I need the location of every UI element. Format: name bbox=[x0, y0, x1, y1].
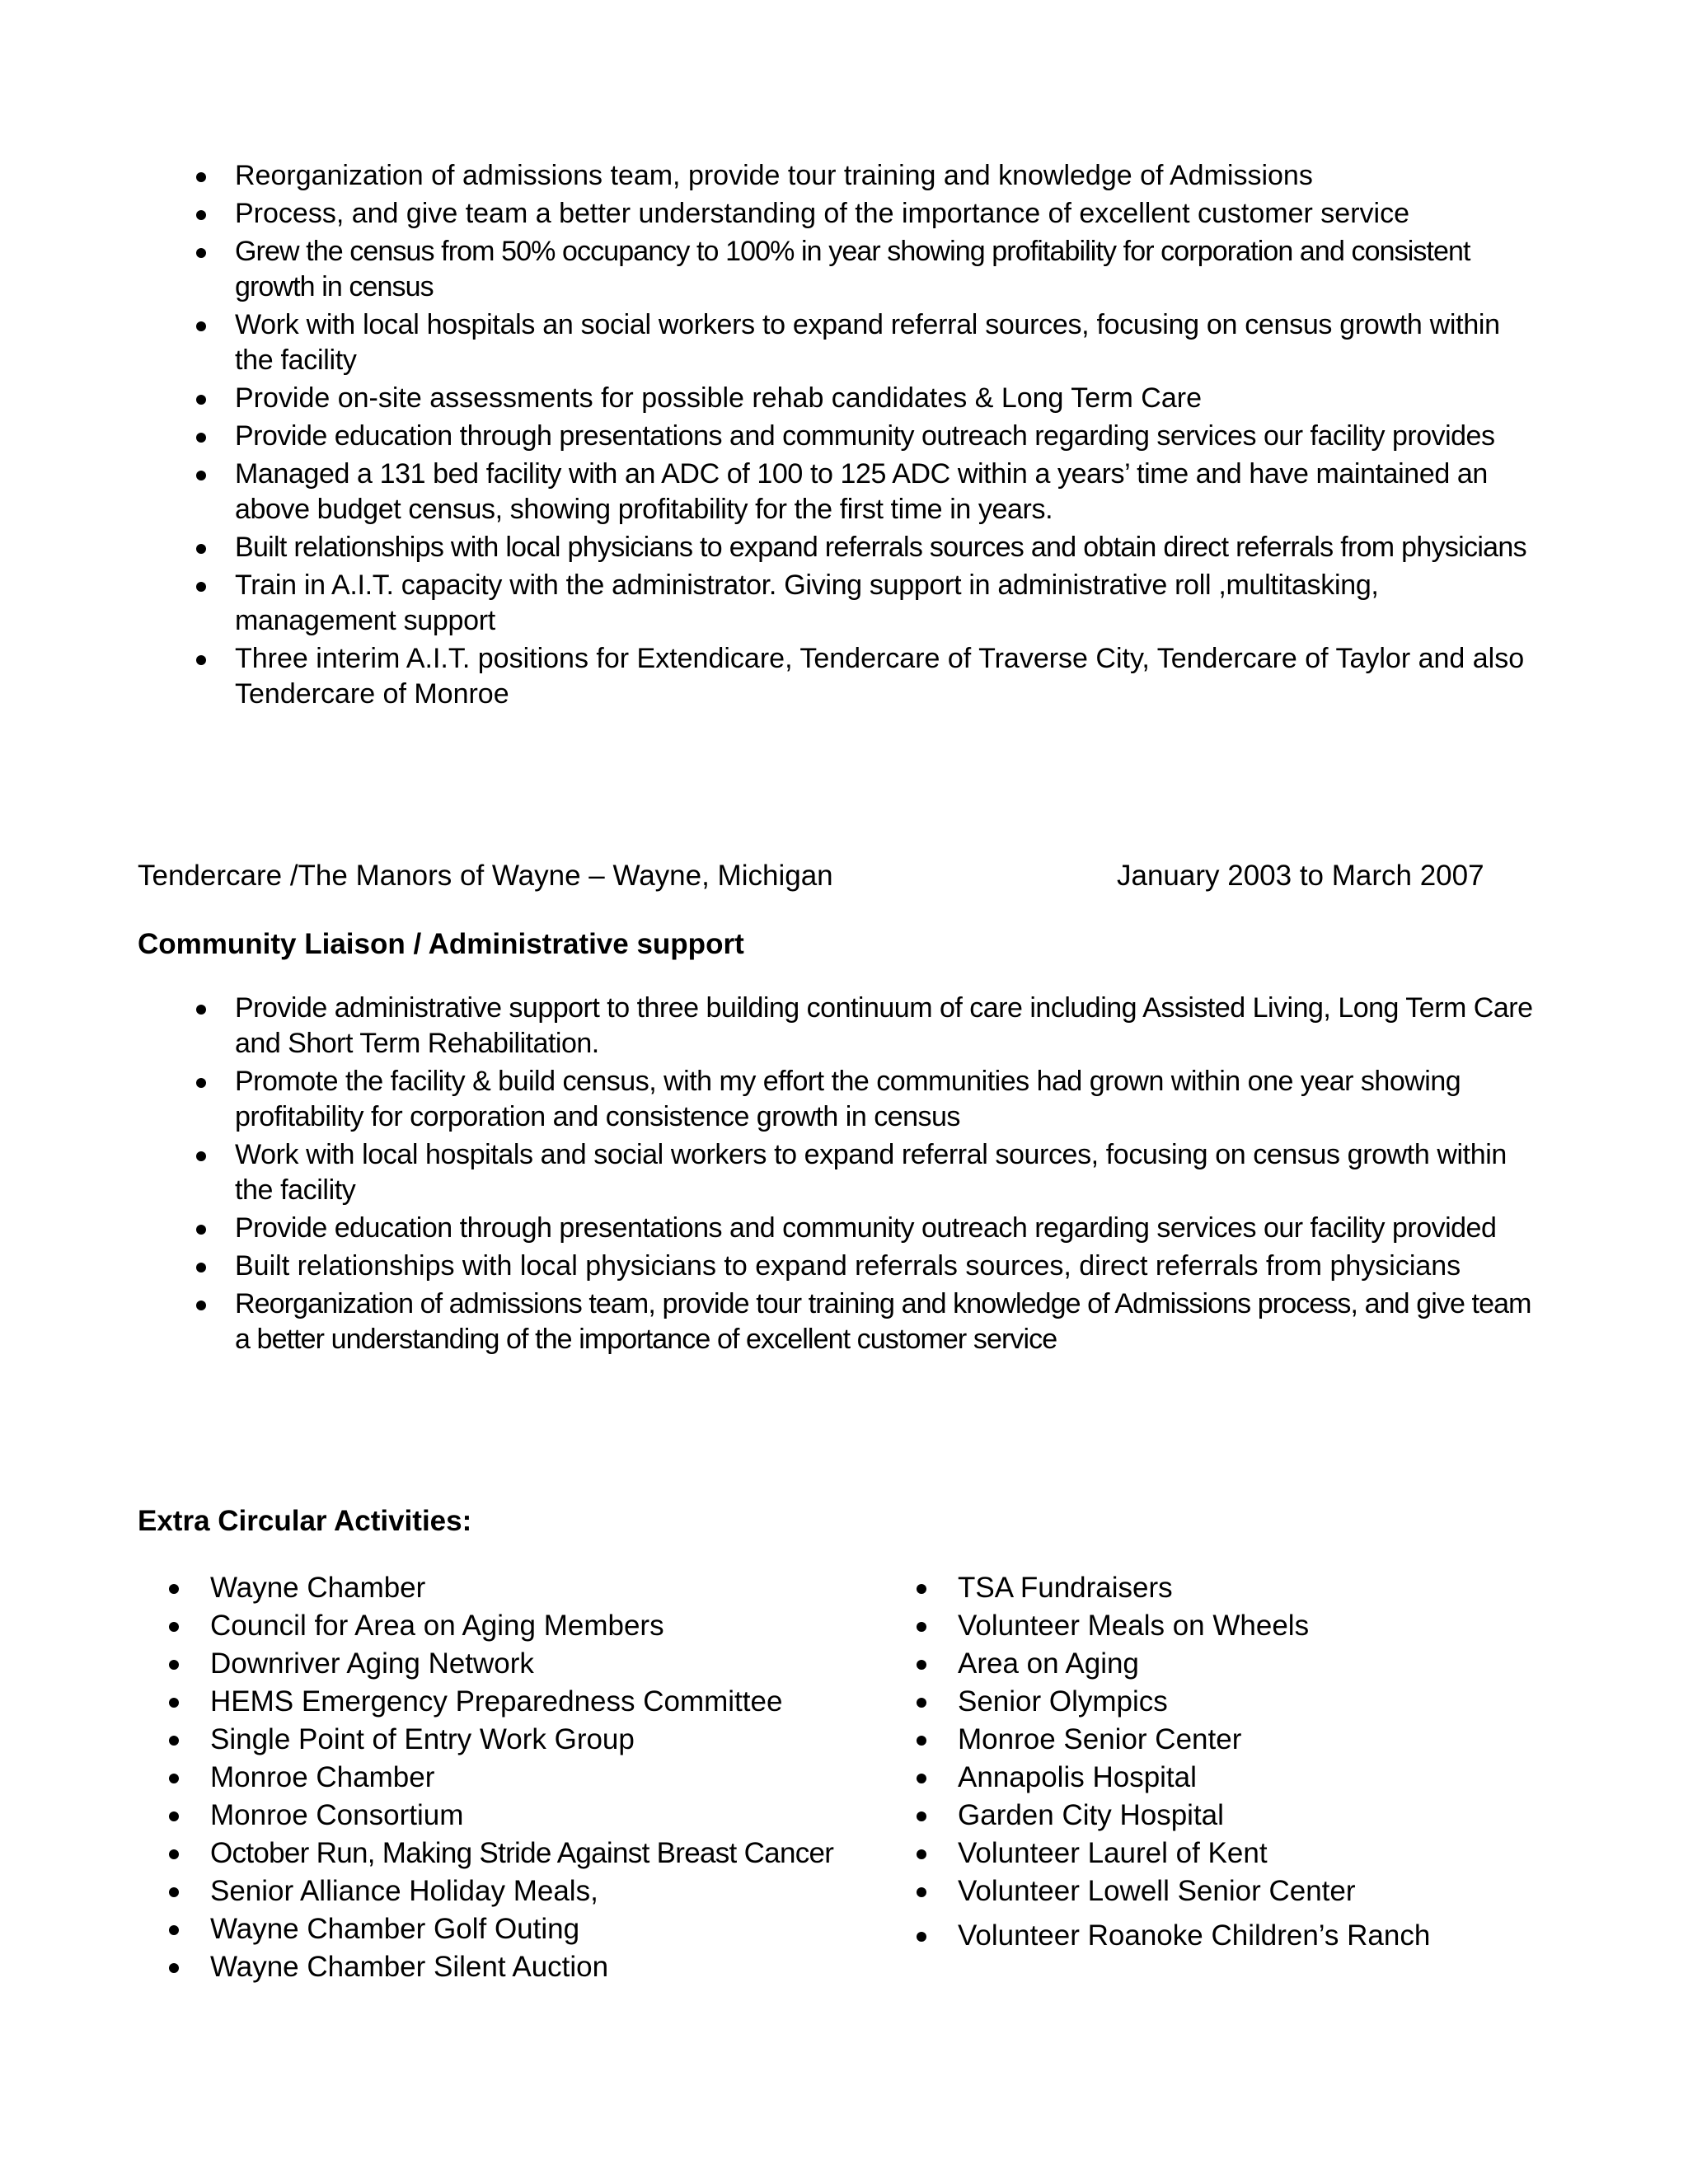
list-item-text: Council for Area on Aging Members bbox=[210, 1610, 664, 1642]
bullet-icon bbox=[196, 1078, 206, 1088]
bullet-icon bbox=[917, 1887, 926, 1897]
list-item bbox=[235, 419, 1537, 454]
bullet-icon bbox=[169, 1963, 179, 1973]
list-item-text: Monroe Chamber bbox=[210, 1761, 435, 1793]
list-item-text: Senior Alliance Holiday Meals, bbox=[210, 1875, 598, 1907]
list-item-text: Promote the facility & build census, with my effort the communities had grown within one year showing profitability for corporation and consistence growth in census bbox=[235, 1066, 1461, 1132]
job-title: Community Liaison / Administrative support bbox=[138, 928, 744, 960]
list-item-text: Wayne Chamber Golf Outing bbox=[210, 1913, 580, 1945]
bullet-icon bbox=[169, 1774, 179, 1783]
extra-activities-right-list bbox=[958, 1569, 1617, 1955]
list-item-text: Work with local hospitals an social workers to expand referral sources, focusing on census growth within the facility bbox=[235, 309, 1500, 376]
list-item-text: Single Point of Entry Work Group bbox=[210, 1723, 635, 1755]
bullet-icon bbox=[917, 1932, 926, 1942]
bullet-icon bbox=[196, 210, 206, 220]
bullet-icon bbox=[917, 1584, 926, 1594]
top-bullet-list bbox=[235, 158, 1537, 715]
list-item-text: Garden City Hospital bbox=[958, 1799, 1224, 1831]
list-item bbox=[958, 1645, 1617, 1683]
employment-dates: January 2003 to March 2007 bbox=[1117, 860, 1484, 892]
list-item-text: Wayne Chamber Silent Auction bbox=[210, 1951, 609, 1983]
list-item-text: Train in A.I.T. capacity with the administrator. Giving support in administrative roll ,multitasking, management support bbox=[235, 569, 1379, 636]
bullet-icon bbox=[917, 1736, 926, 1746]
list-item bbox=[210, 1683, 870, 1721]
bullet-icon bbox=[196, 321, 206, 331]
list-item-text: Downriver Aging Network bbox=[210, 1647, 534, 1680]
list-item-text: Volunteer Laurel of Kent bbox=[958, 1837, 1268, 1869]
list-item-text: Monroe Consortium bbox=[210, 1799, 464, 1831]
bullet-icon bbox=[917, 1774, 926, 1783]
list-item bbox=[210, 1569, 870, 1607]
list-item bbox=[210, 1607, 870, 1645]
list-item-text: Volunteer Meals on Wheels bbox=[958, 1610, 1310, 1642]
bullet-icon bbox=[196, 1005, 206, 1015]
list-item-text: Provide administrative support to three building continuum of care including Assisted Living, Long Term Care and Short Term Rehabilitation. bbox=[235, 992, 1533, 1059]
list-item-text: Grew the census from 50% occupancy to 100% in year showing profitability for corporation and consistent growth in census bbox=[235, 236, 1470, 302]
bullet-icon bbox=[169, 1698, 179, 1708]
bullet-icon bbox=[196, 1263, 206, 1272]
bullet-icon bbox=[917, 1849, 926, 1859]
bullet-icon bbox=[169, 1887, 179, 1897]
bullet-icon bbox=[169, 1736, 179, 1746]
list-item-text: Built relationships with local physicians to expand referrals sources, direct referrals from physicians bbox=[235, 1250, 1461, 1282]
list-item bbox=[210, 1797, 870, 1835]
extra-activities-left-list bbox=[210, 1569, 870, 1986]
list-item bbox=[958, 1569, 1617, 1607]
employer-line bbox=[138, 857, 1539, 895]
bullet-icon bbox=[196, 433, 206, 443]
list-item bbox=[235, 530, 1537, 565]
list-item-text: TSA Fundraisers bbox=[958, 1572, 1173, 1604]
list-item bbox=[958, 1607, 1617, 1645]
list-item bbox=[958, 1797, 1617, 1835]
bullet-icon bbox=[196, 172, 206, 182]
list-item bbox=[958, 1721, 1617, 1759]
list-item bbox=[235, 457, 1537, 527]
list-item bbox=[958, 1759, 1617, 1797]
bullet-icon bbox=[196, 471, 206, 480]
bullet-icon bbox=[169, 1811, 179, 1821]
bullet-icon bbox=[196, 544, 206, 554]
list-item-text: Reorganization of admissions team, provide tour training and knowledge of Admissions bbox=[235, 160, 1313, 191]
list-item bbox=[958, 1917, 1617, 1955]
list-item bbox=[235, 234, 1537, 305]
list-item-text: Reorganization of admissions team, provide tour training and knowledge of Admissions process, and give team a better understanding of the importance of excellent customer service bbox=[235, 1288, 1531, 1355]
list-item-text: Monroe Senior Center bbox=[958, 1723, 1242, 1755]
list-item bbox=[958, 1872, 1617, 1910]
list-item bbox=[235, 641, 1537, 712]
list-item bbox=[210, 1948, 870, 1986]
list-item-text: HEMS Emergency Preparedness Committee bbox=[210, 1685, 783, 1718]
list-item-text: Senior Olympics bbox=[958, 1685, 1168, 1718]
bullet-icon bbox=[169, 1584, 179, 1594]
list-item bbox=[235, 1286, 1537, 1357]
list-item bbox=[210, 1721, 870, 1759]
list-item bbox=[210, 1835, 870, 1872]
list-item bbox=[235, 1249, 1537, 1284]
list-item bbox=[235, 1137, 1537, 1208]
bullet-icon bbox=[196, 248, 206, 258]
list-item-text: Provide education through presentations and community outreach regarding services our facility provided bbox=[235, 1212, 1497, 1244]
list-item-text: Three interim A.I.T. positions for Extendicare, Tendercare of Traverse City, Tendercare of Taylor and also Tendercare of Monroe bbox=[235, 643, 1525, 710]
bullet-icon bbox=[196, 1301, 206, 1310]
list-item-text: Process, and give team a better understanding of the importance of excellent customer service bbox=[235, 198, 1409, 229]
list-item-text: October Run, Making Stride Against Breast Cancer bbox=[210, 1837, 834, 1869]
list-item bbox=[235, 1064, 1537, 1135]
bullet-icon bbox=[169, 1622, 179, 1632]
list-item bbox=[235, 307, 1537, 378]
list-item bbox=[210, 1872, 870, 1910]
list-item bbox=[235, 158, 1537, 194]
list-item bbox=[958, 1683, 1617, 1721]
list-item bbox=[210, 1645, 870, 1683]
employer-name: Tendercare /The Manors of Wayne – Wayne, Michigan bbox=[138, 860, 833, 892]
bullet-icon bbox=[196, 395, 206, 405]
bullet-icon bbox=[196, 655, 206, 665]
bullet-icon bbox=[917, 1622, 926, 1632]
list-item-text: Annapolis Hospital bbox=[958, 1761, 1197, 1793]
list-item bbox=[210, 1759, 870, 1797]
list-item bbox=[958, 1835, 1617, 1872]
job-bullet-list bbox=[235, 991, 1537, 1360]
bullet-icon bbox=[917, 1660, 926, 1670]
list-item bbox=[235, 381, 1537, 416]
bullet-icon bbox=[196, 1225, 206, 1235]
list-item bbox=[235, 1211, 1537, 1246]
bullet-icon bbox=[917, 1811, 926, 1821]
extra-activities-heading: Extra Circular Activities: bbox=[138, 1505, 472, 1537]
bullet-icon bbox=[917, 1698, 926, 1708]
bullet-icon bbox=[169, 1925, 179, 1935]
bullet-icon bbox=[196, 1151, 206, 1161]
list-item-text: Work with local hospitals and social workers to expand referral sources, focusing on census growth within the facility bbox=[235, 1139, 1507, 1206]
list-item bbox=[210, 1910, 870, 1948]
bullet-icon bbox=[169, 1849, 179, 1859]
list-item-text: Provide education through presentations and community outreach regarding services our facility provides bbox=[235, 420, 1495, 452]
bullet-icon bbox=[196, 582, 206, 592]
list-item-text: Managed a 131 bed facility with an ADC of 100 to 125 ADC within a years’ time and have maintained an above budget census, showing profitability for the first time in years. bbox=[235, 458, 1488, 525]
list-item-text: Provide on-site assessments for possible rehab candidates & Long Term Care bbox=[235, 382, 1202, 414]
list-item-text: Area on Aging bbox=[958, 1647, 1139, 1680]
list-item bbox=[235, 196, 1537, 232]
list-item-text: Built relationships with local physicians to expand referrals sources and obtain direct referrals from physicians bbox=[235, 532, 1526, 563]
list-item bbox=[235, 568, 1537, 639]
bullet-icon bbox=[169, 1660, 179, 1670]
list-item bbox=[235, 991, 1537, 1062]
list-item-text: Volunteer Lowell Senior Center bbox=[958, 1875, 1356, 1907]
list-item-text: Volunteer Roanoke Children’s Ranch bbox=[958, 1919, 1431, 1952]
list-item-text: Wayne Chamber bbox=[210, 1572, 426, 1604]
